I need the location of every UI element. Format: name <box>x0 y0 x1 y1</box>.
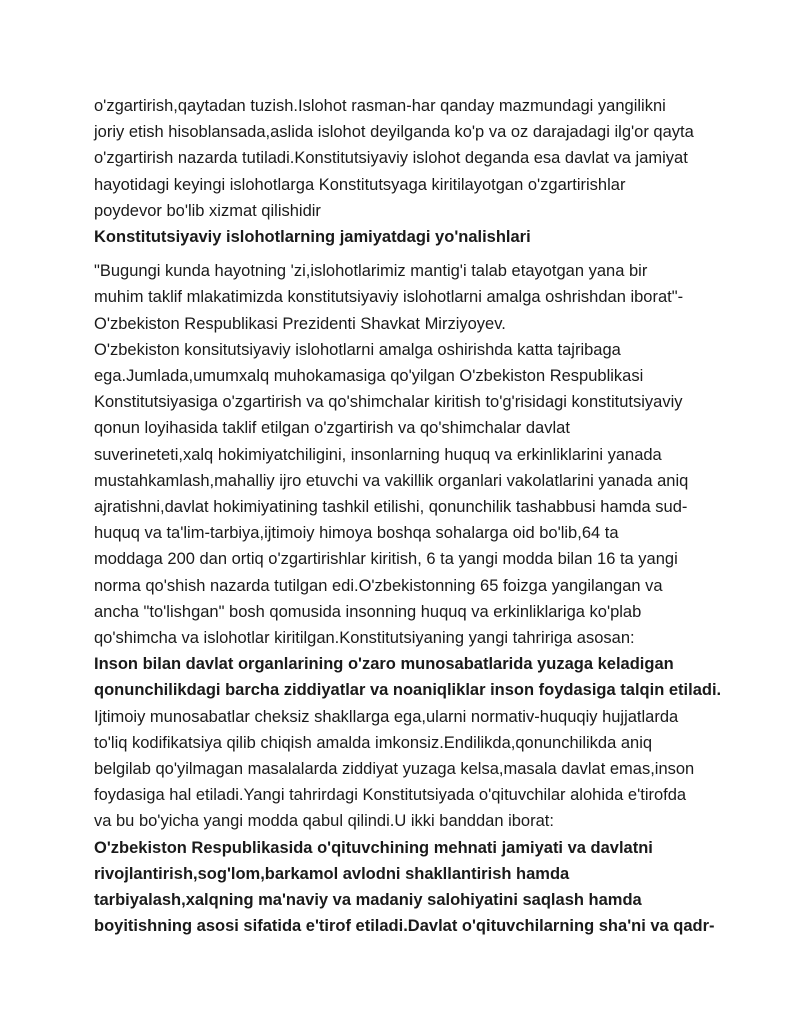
text-line: o'zgartirish nazarda tutiladi.Konstitutsiyaviy islohot deganda esa davlat va jamiyat <box>94 149 688 168</box>
text-line: to'liq kodifikatsiya qilib chiqish amalda imkonsiz.Endilikda,qonunchilikda aniq <box>94 733 653 752</box>
text-line: ega.Jumlada,umumxalq muhokamasiga qo'yilgan O'zbekiston Respublikasi <box>94 367 644 386</box>
quote-paragraph <box>94 258 714 337</box>
body-paragraph <box>94 337 714 651</box>
text-line: Inson bilan davlat organlarining o'zaro munosabatlarida yuzaga keladigan <box>94 655 674 674</box>
text-line: o'zgartirish,qaytadan tuzish.Islohot rasman-har qanday mazmundagi yangilikni <box>94 97 666 115</box>
text-line: hayotidagi keyingi islohotlarga Konstitutsyaga kiritilayotgan o'zgartirishlar <box>94 175 626 194</box>
text-line: poydevor bo'lib xizmat qilishidir <box>94 201 321 220</box>
text-line: O'zbekiston konsitutsiyaviy islohotlarni amalga oshirishda katta tajribaga <box>94 340 621 359</box>
bold-statement-1 <box>94 651 722 703</box>
text-line: qo'shimcha va islohotlar kiritilgan.Konstitutsiyaning yangi tahririga asosan: <box>94 629 635 648</box>
text-line: huquq va ta'lim-tarbiya,ijtimoiy himoya boshqa sohalarga oid bo'lib,64 ta <box>94 524 619 543</box>
text-line: suverineteti,xalq hokimiyatchiligini, insonlarning huquq va erkinliklarini yanada <box>94 445 662 464</box>
intro-paragraph <box>94 93 714 224</box>
text-line: qonunchilikdagi barcha ziddiyatlar va noaniqliklar inson foydasiga talqin etiladi. <box>94 681 722 700</box>
body-paragraph-2 <box>94 704 714 835</box>
text-line: joriy etish hisoblansada,aslida islohot deyilganda ko'p va oz darajadagi ilg'or qayta <box>94 123 694 142</box>
text-line: norma qo'shish nazarda tutilgan edi.O'zbekistonning 65 foizga yangilangan va <box>94 576 663 595</box>
text-line: boyitishning asosi sifatida e'tirof etiladi.Davlat o'qituvchilarning sha'ni va qadr- <box>94 917 715 936</box>
text-line: ancha "to'lishgan" bosh qomusida insonning huquq va erkinliklariga ko'plab <box>94 602 642 621</box>
text-line: mustahkamlash,mahalliy ijro etuvchi va vakillik organlari vakolatlarini yanada aniq <box>94 471 689 490</box>
section-heading: Konstitutsiyaviy islohotlarning jamiyatdagi yo'nalishlari <box>94 228 531 247</box>
text-line: Konstitutsiyasiga o'zgartirish va qo'shimchalar kiritish to'g'risidagi konstitutsiyaviy <box>94 393 683 412</box>
text-line: muhim taklif mlakatimizda konstitutsiyaviy islohotlarni amalga oshrishdan iborat"- <box>94 288 684 307</box>
text-line: ajratishni,davlat hokimiyatining tashkil etilishi, qonunchilik tashabbusi hamda sud- <box>94 498 688 517</box>
text-line: rivojlantirish,sog'lom,barkamol avlodni shakllantirish hamda <box>94 864 570 883</box>
text-line: belgilab qo'yilmagan masalalarda ziddiyat yuzaga kelsa,masala davlat emas,inson <box>94 760 695 779</box>
text-line: O'zbekiston Respublikasi Prezidenti Shavkat Mirziyoyev. <box>94 314 506 333</box>
text-line: va bu bo'yicha yangi modda qabul qilindi.U ikki banddan iborat: <box>94 812 554 831</box>
text-line: tarbiyalash,xalqning ma'naviy va madaniy salohiyatini saqlash hamda <box>94 891 642 910</box>
text-line: Ijtimoiy munosabatlar cheksiz shakllarga ega,ularni normativ-huquqiy hujjatlarda <box>94 707 679 726</box>
bold-statement-2 <box>94 835 714 940</box>
text-line: qonun loyihasida taklif etilgan o'zgartirish va qo'shimchalar davlat <box>94 419 570 438</box>
text-line: moddaga 200 dan ortiq o'zgartirishlar kiritish, 6 ta yangi modda bilan 16 ta yangi <box>94 550 678 569</box>
text-line: foydasiga hal etiladi.Yangi tahrirdagi Konstitutsiyada o'qituvchilar alohida e'tirofda <box>94 786 687 805</box>
text-line: "Bugungi kunda hayotning 'zi,islohotlarimiz mantig'i talab etayotgan yana bir <box>94 262 648 281</box>
text-line: O'zbekiston Respublikasida o'qituvchining mehnati jamiyati va davlatni <box>94 838 653 857</box>
document-page <box>94 93 722 940</box>
